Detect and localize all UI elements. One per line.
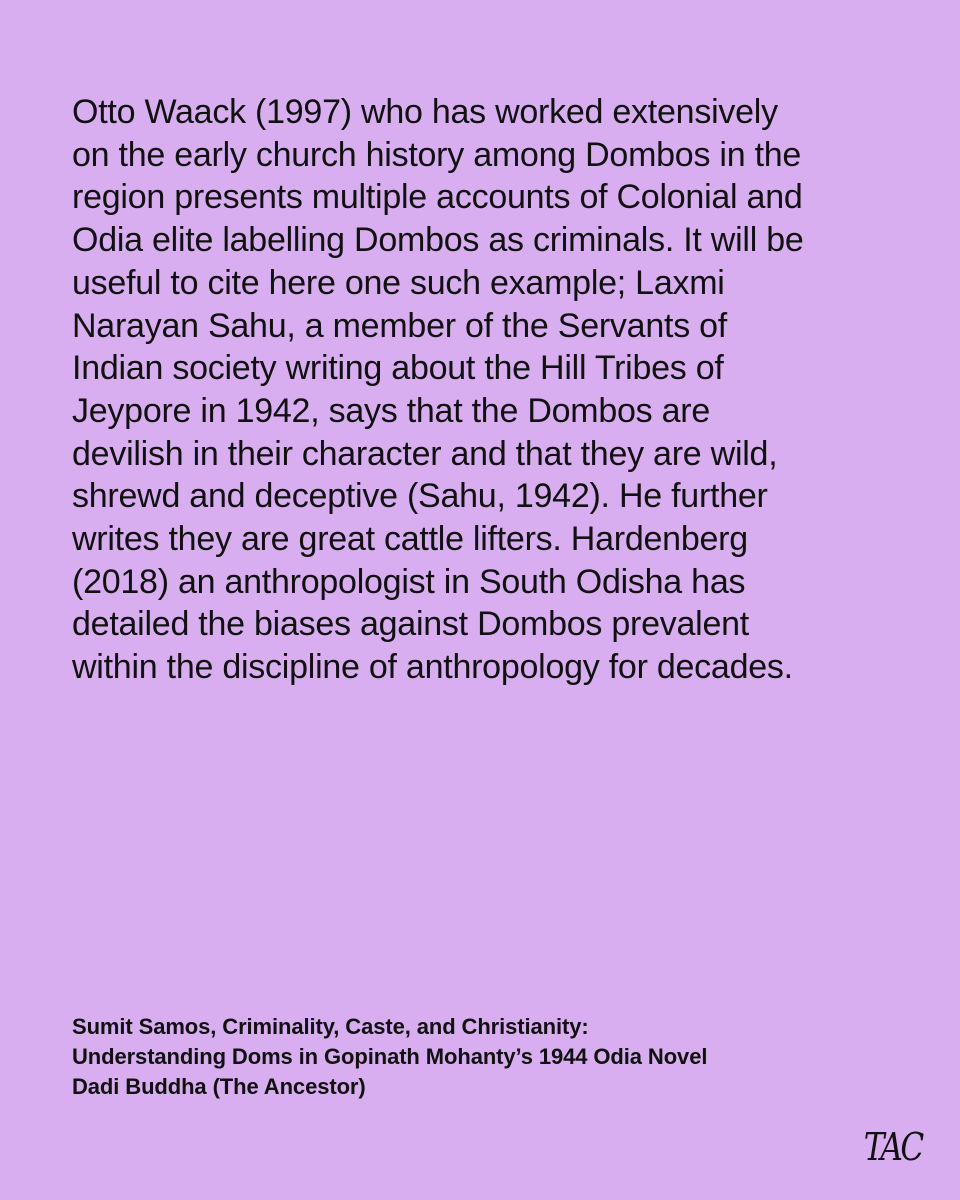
quote-line: writes they are great cattle lifters. Hardenberg	[72, 520, 748, 559]
citation-line: Sumit Samos, Criminality, Caste, and Christianity:	[72, 1014, 589, 1039]
quote-line: devilish in their character and that they are wild,	[72, 434, 778, 473]
quote-line: (2018) an anthropologist in South Odisha has	[72, 562, 746, 601]
quote-line: Jeypore in 1942, says that the Dombos are	[72, 391, 711, 430]
quote-line: Indian society writing about the Hill Tribes of	[72, 349, 724, 388]
quote-line: Narayan Sahu, a member of the Servants of	[72, 306, 727, 345]
citation-line: Understanding Doms in Gopinath Mohanty’s 1944 Odia Novel	[72, 1044, 708, 1069]
source-citation	[72, 1012, 892, 1102]
quote-line: Odia elite labelling Dombos as criminals. It will be	[72, 221, 804, 260]
quote-line: detailed the biases against Dombos prevalent	[72, 605, 749, 644]
tac-logo: TAC	[863, 1125, 922, 1169]
quote-line: shrewd and deceptive (Sahu, 1942). He further	[72, 477, 768, 516]
quote-line: within the discipline of anthropology for decades.	[72, 648, 793, 687]
quote-line: region presents multiple accounts of Colonial and	[72, 178, 803, 217]
citation-line: Dadi Buddha (The Ancestor)	[72, 1074, 366, 1099]
quote-line: useful to cite here one such example; Laxmi	[72, 263, 725, 302]
quote-line: on the early church history among Dombos in the	[72, 135, 802, 174]
quote-line: Otto Waack (1997) who has worked extensively	[72, 93, 778, 131]
quote-text	[72, 91, 892, 689]
